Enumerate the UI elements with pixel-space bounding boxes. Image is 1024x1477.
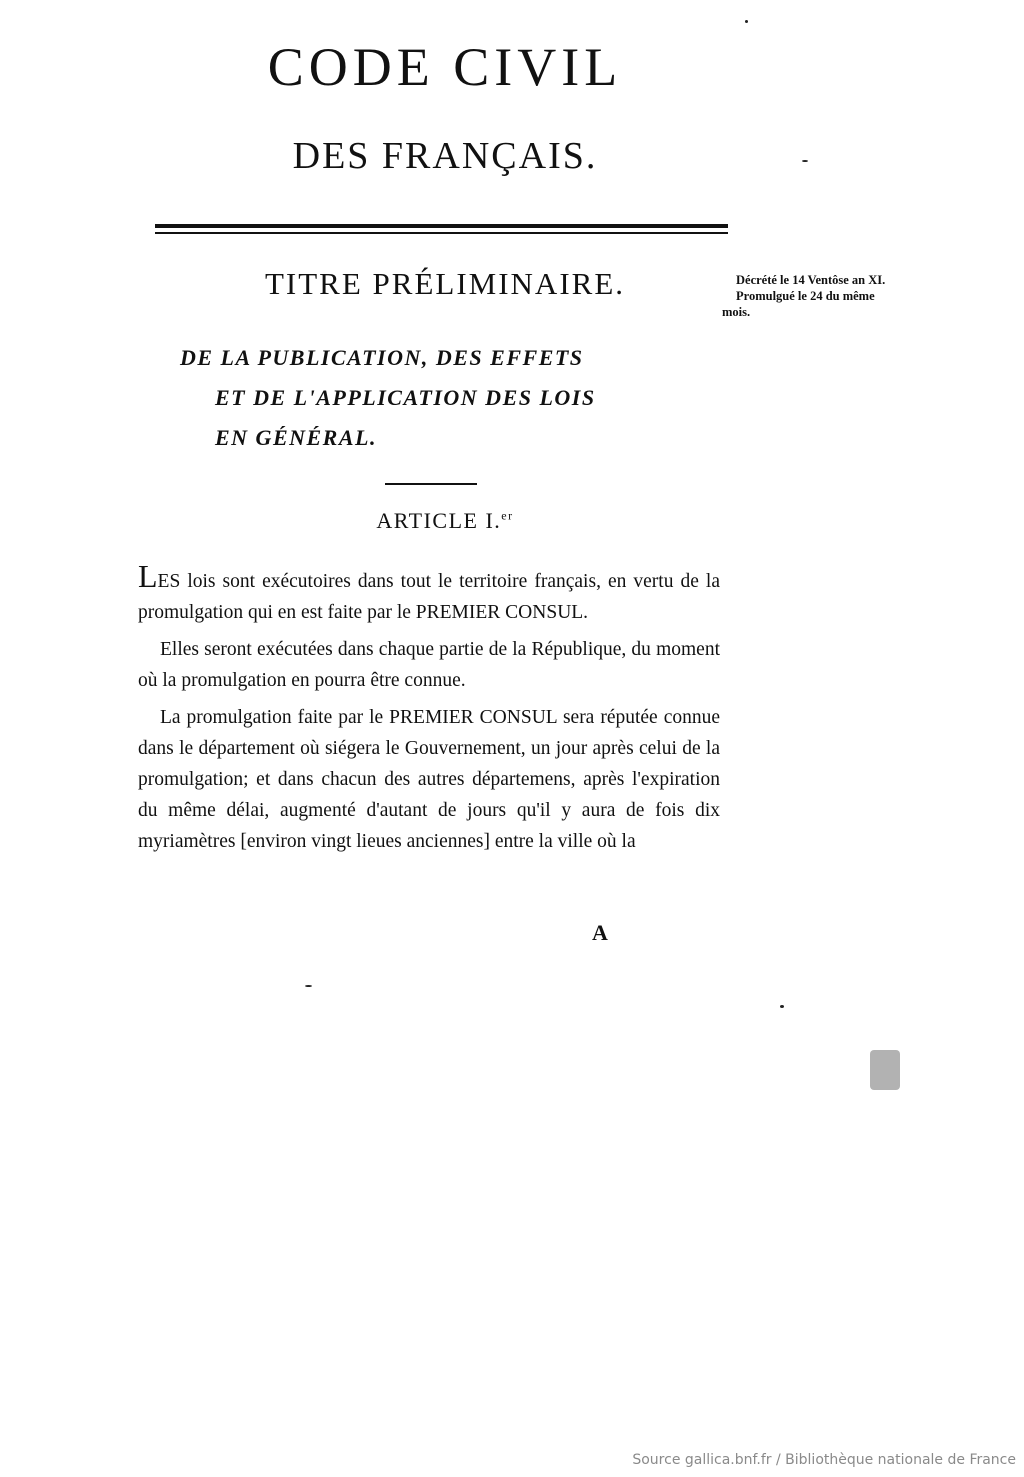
section-subtitle-line: ET DE L'APPLICATION DES LOIS [215, 385, 596, 410]
source-credit: Source gallica.bnf.fr / Bibliothèque nationale de France [632, 1452, 1016, 1468]
section-subtitle [150, 338, 730, 458]
article-body [138, 560, 720, 863]
margin-note-decree: Décrété le 14 Ventôse an XI. [736, 273, 886, 287]
document-subtitle: DES FRANÇAIS. [292, 135, 598, 177]
body-paragraph: Elles seront exécutées dans chaque partie de la République, du moment où la promulgation en pourra être connue. [138, 639, 720, 691]
header-rule-thick [155, 224, 728, 228]
scan-speck [870, 1050, 900, 1090]
section-subtitle-line: EN GÉNÉRAL. [215, 425, 377, 450]
section-divider [385, 483, 477, 485]
body-paragraph-text: ES lois sont exécutoires dans tout le territoire français, en vertu de la promulgation qui en est faite par le PREMIER CONSUL. [138, 571, 720, 623]
scan-speck [745, 20, 748, 23]
margin-note [722, 272, 897, 320]
margin-note-promulgation: Promulgué le 24 du même mois. [722, 289, 875, 319]
article-heading-suffix: er [501, 508, 514, 523]
section-subtitle-line: DE LA PUBLICATION, DES EFFETS [180, 345, 584, 370]
dropcap: L [138, 558, 158, 594]
article-heading [180, 508, 710, 534]
body-paragraph [138, 560, 720, 628]
scan-speck [780, 1005, 784, 1008]
article-heading-text: ARTICLE I. [376, 508, 502, 533]
scan-speck [802, 160, 808, 162]
body-paragraph: La promulgation faite par le PREMIER CONSUL sera réputée connue dans le département où siégera le Gouvernement, un jour après celui de la promulgation; et dans chacun des autres départemens, après l'expiration du même délai, augmenté d'autant de jours qu'il y aura de fois dix myriamètres [environ vingt lieues anciennes] entre la ville où la [138, 707, 720, 852]
document-title: CODE CIVIL [267, 37, 623, 97]
signature-mark: A [592, 920, 608, 945]
scan-speck [305, 985, 312, 987]
section-title: TITRE PRÉLIMINAIRE. [264, 266, 626, 301]
header-rule-thin [155, 232, 728, 234]
